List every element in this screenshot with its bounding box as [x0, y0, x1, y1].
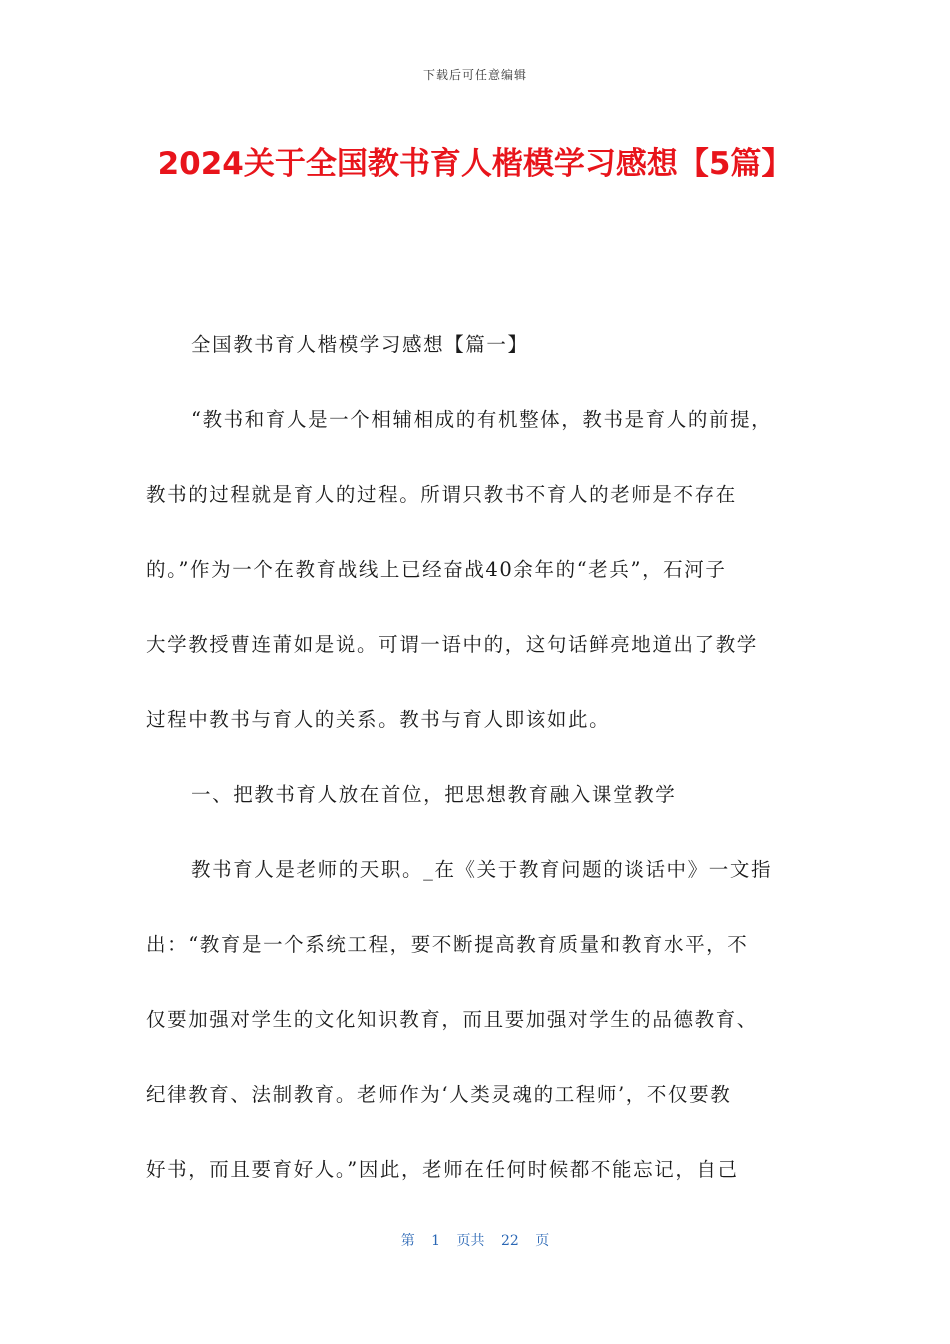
paragraph-line: 仅要加强对学生的文化知识教育，而且要加强对学生的品德教育、	[146, 1008, 758, 1031]
paragraph-line: 教书的过程就是育人的过程。所谓只教书不育人的老师是不存在	[146, 483, 737, 506]
document-title: 2024关于全国教书育人楷模学习感想【5篇】	[157, 146, 793, 182]
paragraph-line: “教书和育人是一个相辅相成的有机整体，教书是育人的前提，	[191, 408, 773, 431]
section-heading: 全国教书育人楷模学习感想【篇一】	[191, 333, 529, 356]
paragraph-line: 教书育人是老师的天职。_在《关于教育问题的谈话中》一文指	[191, 858, 773, 881]
paragraph-line: 大学教授曹连莆如是说。可谓一语中的，这句话鲜亮地道出了教学	[146, 633, 758, 656]
subheading: 一、把教书育人放在首位，把思想教育融入课堂教学	[191, 783, 677, 806]
header-note: 下载后可任意编辑	[422, 68, 527, 82]
document-body	[146, 324, 806, 1224]
paragraph-line: 出：“教育是一个系统工程，要不断提高教育质量和教育水平，不	[146, 933, 749, 956]
paragraph-line: 的。”作为一个在教育战线上已经奋战40余年的“老兵”，石河子	[146, 558, 727, 581]
paragraph-line: 纪律教育、法制教育。老师作为‘人类灵魂的工程师’，不仅要教	[146, 1083, 732, 1106]
page-footer: 第 1 页共 22 页	[400, 1233, 550, 1249]
paragraph-line: 过程中教书与育人的关系。教书与育人即该如此。	[146, 708, 611, 731]
paragraph-line: 好书，而且要育好人。”因此，老师在任何时候都不能忘记，自己	[146, 1158, 739, 1181]
